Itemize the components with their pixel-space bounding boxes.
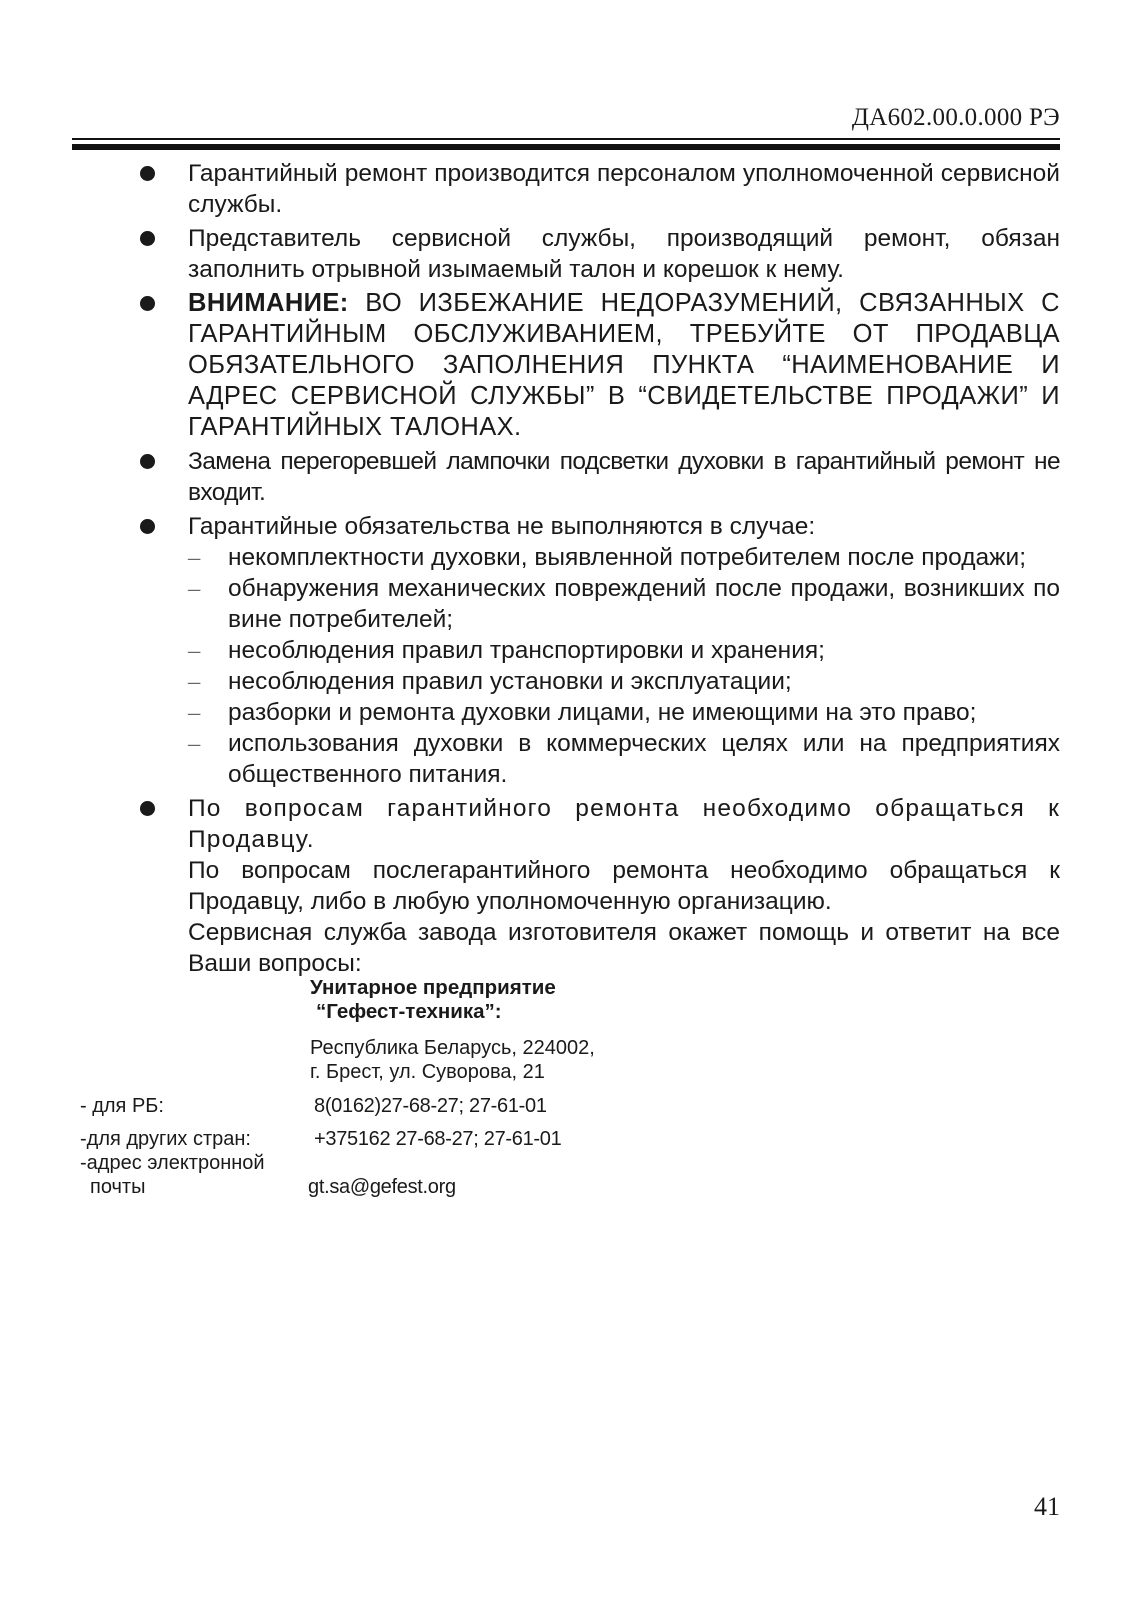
bullet-item <box>140 446 1060 508</box>
bullet-icon <box>140 454 155 469</box>
warning-text: ВО ИЗБЕЖАНИЕ НЕДОРАЗУМЕНИЙ, СВЯЗАННЫХ С ГАРАНТИЙНЫМ ОБСЛУЖИВАНИЕМ, ТРЕБУЙТЕ ОТ ПРОДАВЦА ОБЯЗАТЕЛЬНОГО ЗАПОЛНЕНИЯ ПУНКТА “НАИМЕНОВАНИЕ И АДРЕС СЕРВИСНОЙ СЛУЖБЫ” В “СВИДЕТЕЛЬСТВЕ ПРОДАЖИ” И ГАРАНТИЙНЫХ ТАЛОНАХ. <box>188 289 1060 441</box>
organization-name: “Гефест-техника”: <box>316 1000 502 1023</box>
bullet-item <box>140 158 1060 220</box>
organization-type: Унитарное предприятие <box>310 976 556 999</box>
item-text: Гарантийные обязательства не выполняются в случае: <box>188 513 816 540</box>
dash-marker: – <box>188 637 201 664</box>
exclusion-item <box>188 666 1060 697</box>
item-text: Представитель сервисной службы, производящий ремонт, обязан заполнить отрывной изымаемый талон и корешок к нему. <box>188 225 1060 283</box>
phone-rb-label: - для РБ: <box>80 1095 164 1117</box>
page-number: 41 <box>1034 1492 1060 1521</box>
address-line: Республика Беларусь, 224002, <box>310 1037 595 1059</box>
item-text: Замена перегоревшей лампочки подсветки духовки в гарантийный ремонт не входит. <box>188 448 1060 506</box>
dash-marker: – <box>188 575 201 602</box>
bullet-item <box>140 793 1060 979</box>
header-rule-thin <box>72 138 1060 140</box>
bullet-icon <box>140 801 155 816</box>
warning-label: ВНИМАНИЕ: <box>188 289 349 317</box>
bullet-icon <box>140 519 155 534</box>
email-address: gt.sa@gefest.org <box>308 1176 456 1198</box>
bullet-icon <box>140 296 155 311</box>
document-code: ДА602.00.0.000 РЭ <box>851 104 1060 131</box>
exclusion-text: использования духовки в коммерческих целях или на предприятиях общественного питания. <box>228 730 1060 788</box>
exclusion-item <box>188 697 1060 728</box>
dash-marker: – <box>188 730 201 757</box>
exclusion-text: некомплектности духовки, выявленной потребителем после продажи; <box>228 544 1027 571</box>
exclusion-item <box>188 542 1060 573</box>
exclusion-item <box>188 728 1060 790</box>
dash-marker: – <box>188 699 201 726</box>
address-line: г. Брест, ул. Суворова, 21 <box>310 1061 545 1083</box>
exclusion-text: несоблюдения правил транспортировки и хранения; <box>228 637 825 664</box>
phone-other-label: -для других стран: <box>80 1128 251 1150</box>
header-rule-thick <box>72 144 1060 150</box>
exclusion-item <box>188 635 1060 666</box>
dash-marker: – <box>188 668 201 695</box>
item-paragraph: Сервисная служба завода изготовителя окажет помощь и ответит на все Ваши вопросы: <box>188 919 1060 977</box>
warranty-terms <box>140 158 1060 979</box>
email-label: почты <box>90 1176 146 1198</box>
exclusion-item <box>188 573 1060 635</box>
phone-other: +375162 27-68-27; 27-61-01 <box>314 1128 562 1150</box>
item-paragraph: По вопросам послегарантийного ремонта необходимо обращаться к Продавцу, либо в любую уполномоченную организацию. <box>188 857 1060 915</box>
dash-marker: – <box>188 544 201 571</box>
item-text: По вопросам гарантийного ремонта необходимо обращаться к Продавцу. <box>188 795 1060 853</box>
bullet-icon <box>140 166 155 181</box>
exclusion-text: обнаружения механических повреждений после продажи, возникших по вине потребителей; <box>228 575 1060 633</box>
bullet-item <box>140 223 1060 285</box>
warning-item <box>140 288 1060 443</box>
exclusions-list <box>188 542 1060 790</box>
email-label: -адрес электронной <box>80 1152 265 1174</box>
phone-rb: 8(0162)27-68-27; 27-61-01 <box>314 1095 547 1117</box>
bullet-icon <box>140 231 155 246</box>
bullet-item <box>140 511 1060 542</box>
exclusion-text: несоблюдения правил установки и эксплуатации; <box>228 668 792 695</box>
item-text: Гарантийный ремонт производится персоналом уполномоченной сервисной службы. <box>188 160 1060 218</box>
exclusion-text: разборки и ремонта духовки лицами, не имеющими на это право; <box>228 699 977 726</box>
